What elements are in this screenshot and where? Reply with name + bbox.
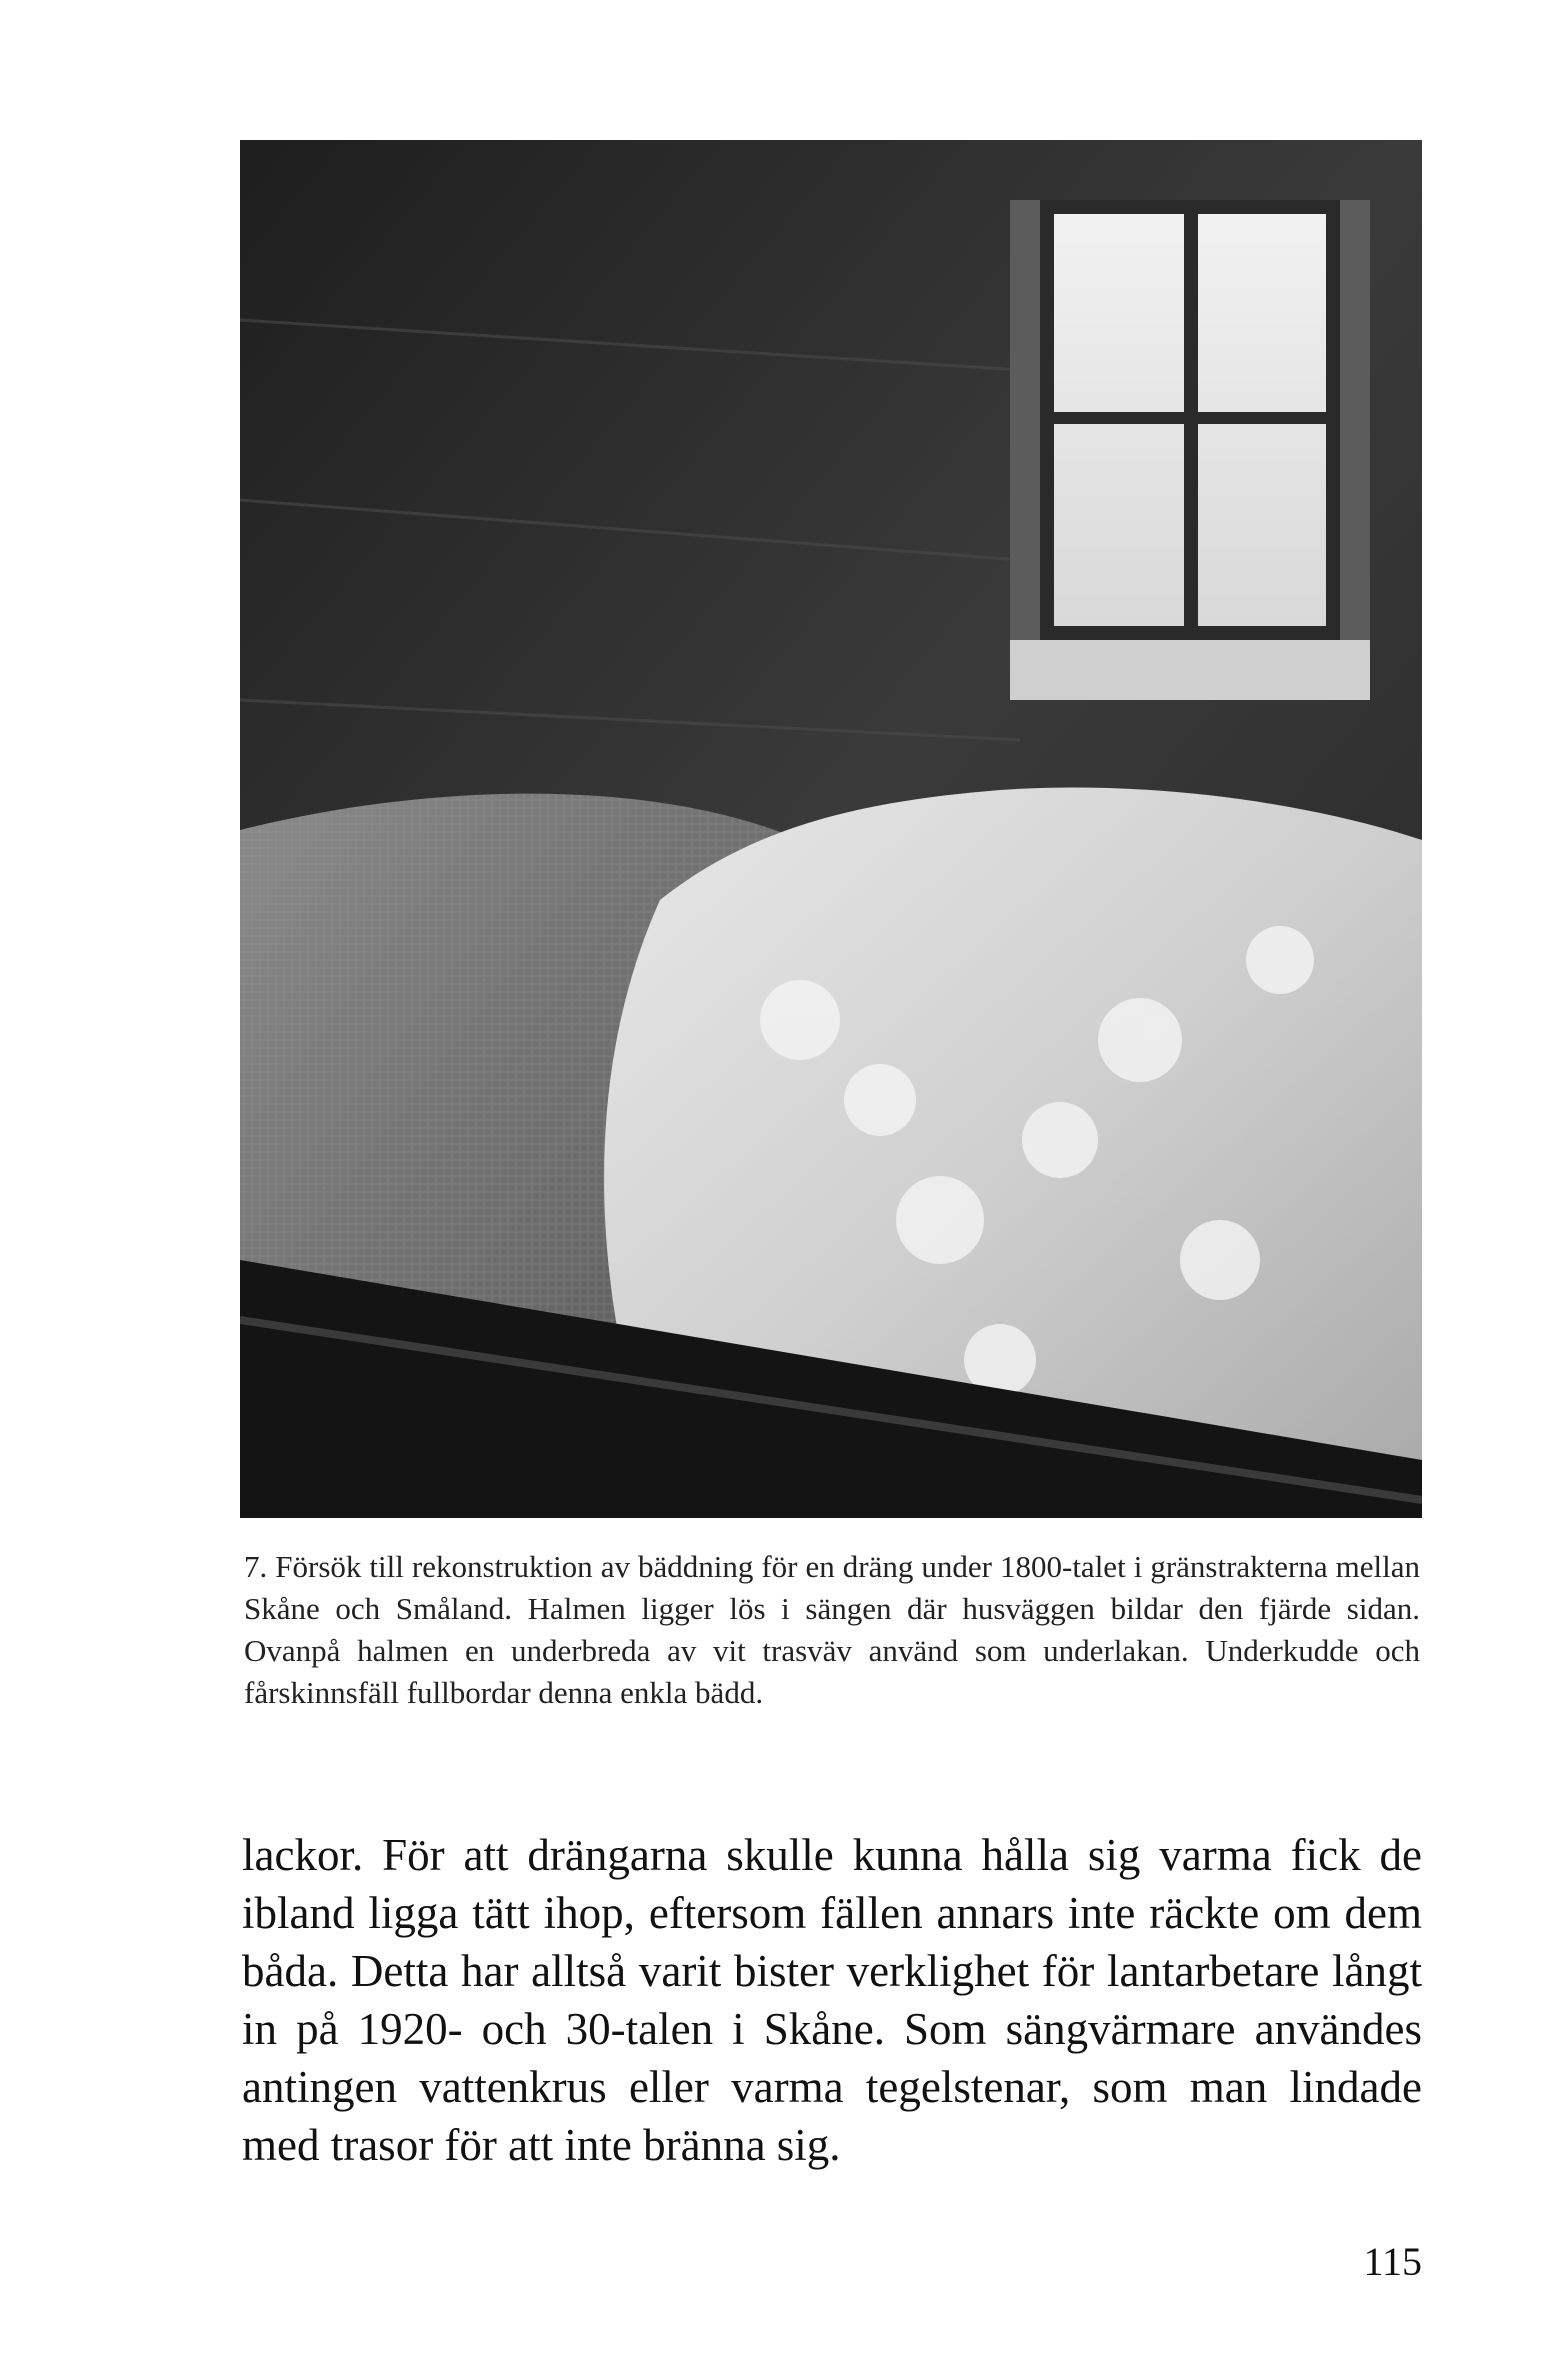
body-paragraph: lackor. För att drängarna skulle kunna hålla sig varma fick de ibland ligga tätt ihop, eftersom fällen annars inte räckte om dem båda. Detta har alltså varit bister verklighet för lantarbetare långt in på 1920- och 30-talen i Skåne. Som sängvärmare användes antingen vattenkrus eller varma tegelstenar, som man lindade med trasor för att inte bränna sig.: [242, 1830, 1422, 2170]
page-number: 115: [1363, 2239, 1422, 2284]
figure-caption: 7. Försök till rekonstruktion av bäddning för en dräng under 1800-talet i gränstrakterna mellan Skåne och Småland. Halmen ligger lös i sängen där husväggen bildar den fjärde sidan. Ovanpå halmen en underbreda av vit trasväv använd som underlakan. Underkudde och fårskinnsfäll fullbordar denna enkla bädd.: [244, 1549, 1420, 1710]
photo-illustration: [240, 140, 1422, 1518]
bed-photograph: [240, 140, 1422, 1518]
window-sill: [1010, 640, 1370, 700]
